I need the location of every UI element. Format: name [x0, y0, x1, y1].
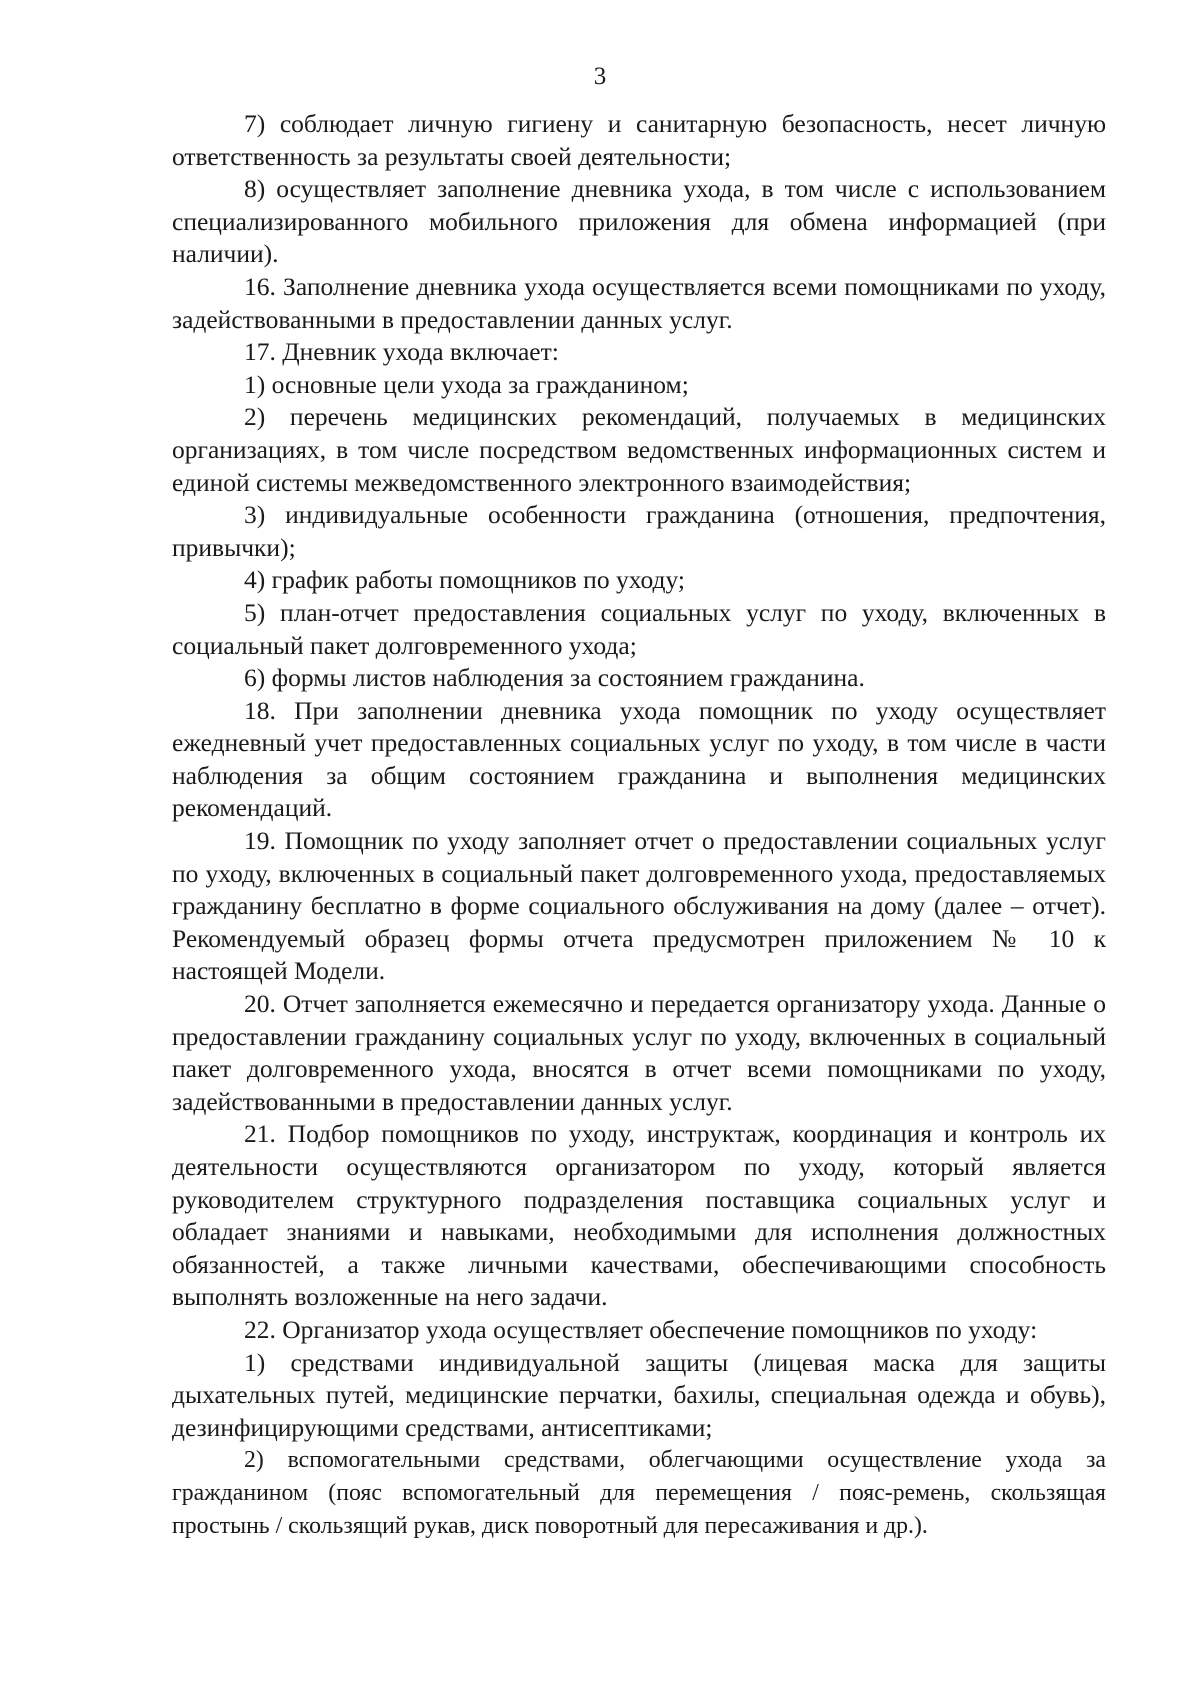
paragraph-17-item-5: 5) план-отчет предоставления социальных услуг по уходу, включенных в социальный пакет долговременного ухода;: [172, 597, 1106, 660]
paragraph-item-7: 7) соблюдает личную гигиену и санитарную безопасность, несет личную ответственность за результаты своей деятельности;: [172, 109, 1106, 171]
paragraph-22-item-1: 1) средствами индивидуальной защиты (лицевая маска для защиты дыхательных путей, медицинские перчатки, бахилы, специальная одежда и обувь), дезинфицирующими средствами, антисептиками;: [172, 1347, 1106, 1442]
paragraph-18: 18. При заполнении дневника ухода помощник по уходу осуществляет ежедневный учет предоставленных социальных услуг по уходу, в том числе в части наблюдения за общим состоянием гражданина и выполнения медицинских рекомендаций.: [172, 695, 1106, 823]
paragraph-item-8: 8) осуществляет заполнение дневника ухода, в том числе с использованием специализированного мобильного приложения для обмена информацией (при наличии).: [172, 174, 1106, 269]
paragraph-16: 16. Заполнение дневника ухода осуществляется всеми помощниками по уходу, задействованными в предоставлении данных услуг.: [172, 271, 1106, 334]
paragraph-22: 22. Организатор ухода осуществляет обеспечение помощников по уходу:: [244, 1314, 1038, 1344]
paragraph-22-item-2: 2) вспомогательными средствами, облегчающими осуществление ухода за гражданином (пояс вспомогательный для перемещения / пояс-ремень, скользящая простынь / скользящий рукав, диск поворотный для пересаживания и др.).: [172, 1447, 1106, 1539]
page-number: 3: [593, 63, 607, 90]
paragraph-17-item-6: 6) формы листов наблюдения за состоянием гражданина.: [244, 663, 865, 693]
paragraph-17-item-2: 2) перечень медицинских рекомендаций, получаемых в медицинских организациях, в том числе посредством ведомственных информационных систем и единой системы межведомственного электронного взаимодействия;: [172, 402, 1106, 497]
paragraph-20: 20. Отчет заполняется ежемесячно и передается организатору ухода. Данные о предоставлении гражданину социальных услуг по уходу, включенных в социальный пакет долговременного ухода, вносятся в отчет всеми помощниками по уходу, задействованными в предоставлении данных услуг.: [172, 989, 1106, 1116]
paragraph-19: 19. Помощник по уходу заполняет отчет о предоставлении социальных услуг по уходу, включенных в социальный пакет долговременного ухода, предоставляемых гражданину бесплатно в форме социального обслуживания на дому (далее – отчет). Рекомендуемый образец формы отчета предусмотрен приложением № 10 к настоящей Модели.: [172, 826, 1106, 986]
document-body: [172, 108, 1106, 1542]
paragraph-17: 17. Дневник ухода включает:: [244, 337, 559, 367]
paragraph-17-item-1: 1) основные цели ухода за гражданином;: [244, 369, 689, 399]
paragraph-17-item-3: 3) индивидуальные особенности гражданина (отношения, предпочтения, привычки);: [172, 500, 1106, 562]
paragraph-17-item-4: 4) график работы помощников по уходу;: [244, 565, 685, 595]
paragraph-21: 21. Подбор помощников по уходу, инструктаж, координация и контроль их деятельности осуществляются организатором по уходу, который является руководителем структурного подразделения поставщика социальных услуг и обладает знаниями и навыками, необходимыми для исполнения должностных обязанностей, а также личными качествами, обеспечивающими способность выполнять возложенные на него задачи.: [172, 1119, 1106, 1312]
